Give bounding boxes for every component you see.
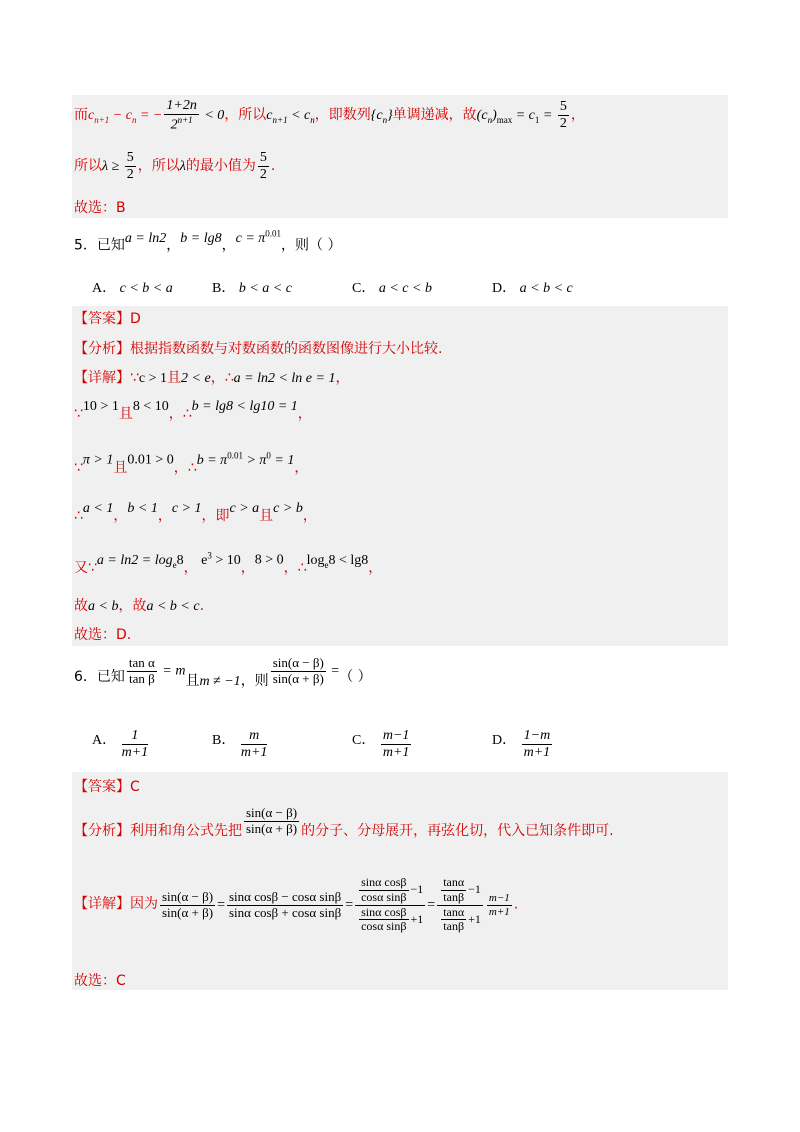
q6-option-b[interactable]: B． $\frac{m}{m+1}$ <box>212 728 268 761</box>
q5-detail-line-4: ∴a < 1，b < 1，c > 1，即c > a且c > b， <box>74 501 317 524</box>
q6-option-c[interactable]: C． $\frac{m-1}{m+1}$ <box>352 728 410 761</box>
fraction: $\frac{\sin(\alpha - \beta)}{\sin(\alpha + \beta)}$ <box>246 805 298 836</box>
fraction: $\frac{\text{tan α}}{\text{tan β}}$ <box>128 655 155 686</box>
fraction: $\frac{\text{sinα cosβ − cosα sinβ}}{\text{sinα cosβ + cosα sinβ}}$ <box>229 888 342 920</box>
q5-detail-line-5: 又∵a = $\ln 2 = \log_e8$， $e^3 > 10$，8 > 0，$\therefore\log_e8 < \lg 8$， <box>74 550 383 576</box>
q6-choice: 故选：C <box>74 973 126 989</box>
fraction: $\frac{m-1}{m+1}$ <box>488 891 510 918</box>
q5-detail-line-2: ∵10 > 1且8 < 10，∴b = lg8 < lg10 = 1， <box>74 399 312 422</box>
q5-option-d[interactable]: D． a < b < c <box>492 281 573 296</box>
compound-fraction: $\frac{\tan\alpha}{\tan\beta}$ −1 $\frac{\tan\alpha}{\tan\beta}$ +1 <box>437 876 483 934</box>
fraction: $\frac{5}{2}$ <box>559 99 567 132</box>
fraction: $\frac{\sin(\alpha - \beta)}{\sin(\alpha + \beta)}$ <box>272 655 324 686</box>
q5-option-c[interactable]: C． a < c < b <box>352 281 432 296</box>
fraction: $\frac{5}{2}$ <box>259 150 267 183</box>
q6-analysis: 【分析】利用和角公式先把 $\frac{\sin(\alpha - \beta)}{\sin(\alpha + \beta)}$ 的分子、分母展开，再弦化切，代入已知条件即可. <box>74 805 614 839</box>
fraction: $\frac{5}{2}$ <box>126 150 134 183</box>
q5-option-a[interactable]: A． c < b < a <box>92 281 173 296</box>
q5-detail-line-1: 【详解】∵c > 1且2 < e，∴a = ln2 < ln e = 1， <box>74 370 350 386</box>
top-line-1: 而$c_{n+1} - c_n$ = − $\frac{1+2n}{2^{n+1}}$ < 0，所以$c_{n+1} < c_n$，即数列$\{c_n\}$单调递减，故$(c_n)_{max} = c_1$ = $\frac{5}{2}$ ， <box>74 98 585 133</box>
fraction: $\frac{\sin(\alpha - \beta)}{\sin(\alpha + \beta)}$ <box>162 888 214 920</box>
q6-option-d[interactable]: D． $\frac{1-m}{m+1}$ <box>492 728 551 761</box>
q6-stem: 6．已知 $\frac{\text{tan α}}{\text{tan β}}$ = m且m ≠ −1，则 $\frac{\sin(\alpha - \beta)}{\sin(\alpha + \beta)}$ =（ ） <box>74 655 372 689</box>
q5-detail-line-6: 故a < b，故a < b < c. <box>74 598 205 614</box>
q5-analysis: 【分析】根据指数函数与对数函数的函数图像进行大小比较. <box>74 341 443 357</box>
q6-detail: 【详解】因为 $\frac{\sin(\alpha - \beta)}{\sin(\alpha + \beta)}$ = $\frac{\text{sinα cosβ − cosα sinβ}}{\text{sinα cosβ + cosα sinβ}}$ = $\frac{\text{sinα cosβ}}{\text{cosα sinβ}}$ −1 $\frac{\text{sinα cosβ}}{\text{cosα sinβ}}$ +1 = $\frac{\tan\alpha}{\tan\beta}$ −1 $\frac{\tan\alpha}{\tan\beta}$ +1 $\frac{m-1}{m+1}$ . <box>74 875 519 934</box>
q6-option-a[interactable]: A． $\frac{1}{m+1}$ <box>92 728 149 761</box>
q5-stem: 5．已知a = ln2，b = lg8，$c = \pi^{0.01}$，则（ ） <box>74 228 342 254</box>
q5-choice: 故选：D. <box>74 627 132 643</box>
q5-answer: 【答案】D <box>74 311 141 327</box>
q6-answer: 【答案】C <box>74 779 140 795</box>
q5-detail-line-3: ∵π > 1且0.01 > 0，∴b = $\pi^{0.01} > \pi^0 = 1$， <box>74 450 309 476</box>
fraction: $\frac{1+2n}{2^{n+1}}$ <box>166 98 197 133</box>
compound-fraction: $\frac{\text{sinα cosβ}}{\text{cosα sinβ}}$ −1 $\frac{\text{sinα cosβ}}{\text{cosα sinβ}}$ +1 <box>355 876 425 934</box>
top-line-2: 所以λ ≥ $\frac{5}{2}$ ，所以λ的最小值为 $\frac{5}{2}$ . <box>74 150 276 183</box>
top-choice: 故选：B <box>74 200 126 216</box>
q5-option-b[interactable]: B． b < a < c <box>212 281 292 296</box>
